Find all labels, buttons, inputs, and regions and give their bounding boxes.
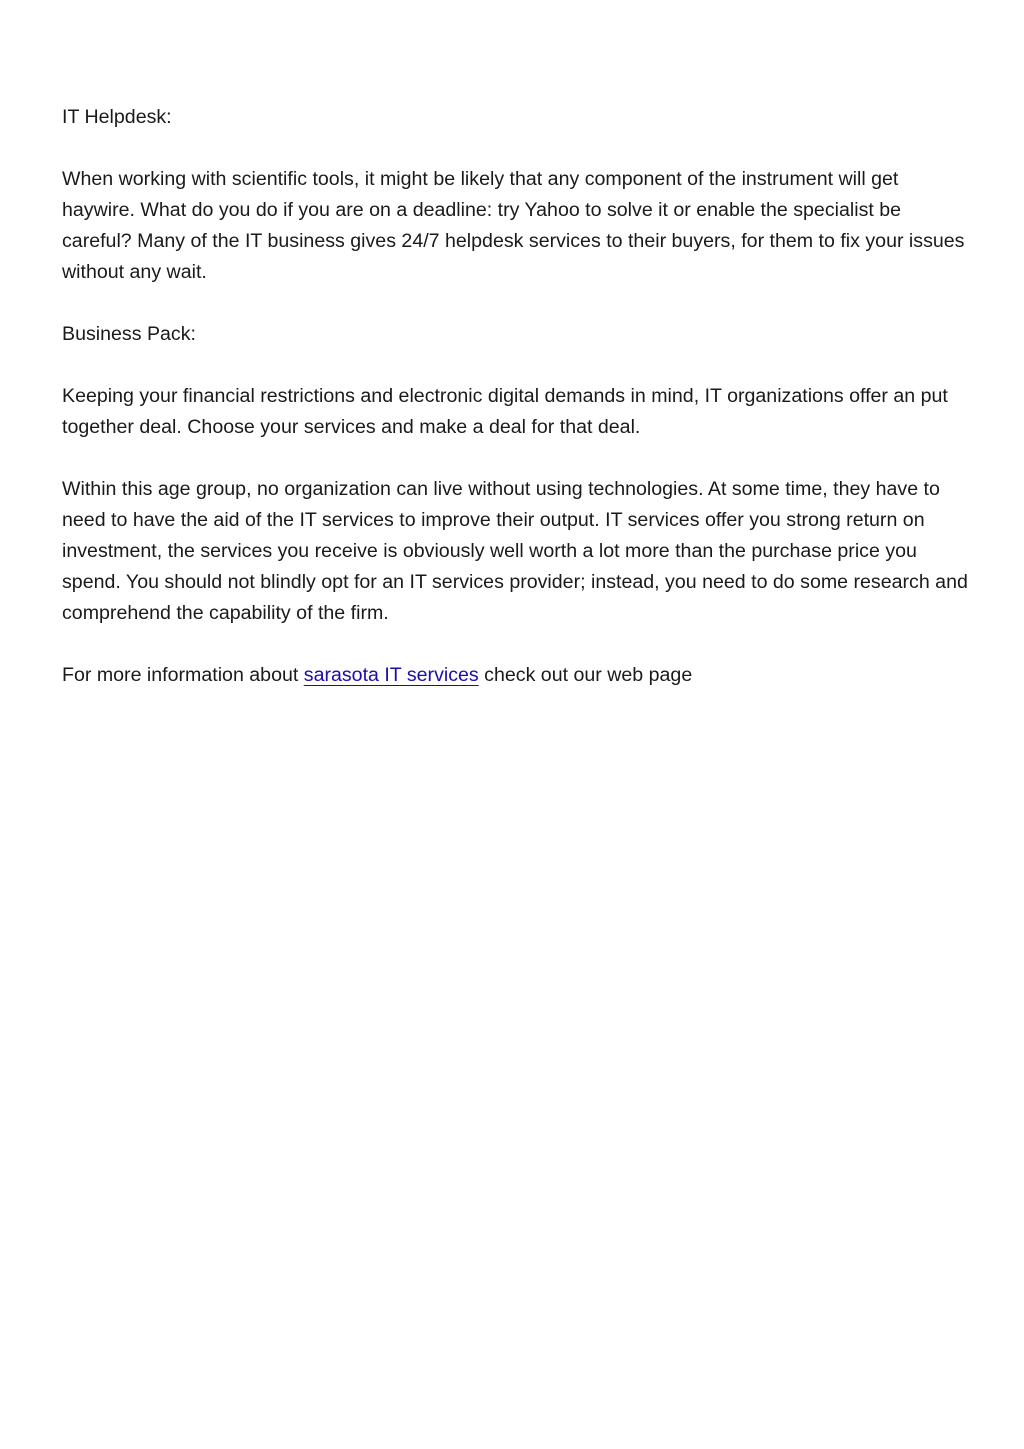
heading-it-helpdesk: IT Helpdesk: bbox=[62, 106, 172, 128]
closing-paragraph bbox=[62, 660, 972, 691]
sarasota-it-services-link[interactable]: sarasota IT services bbox=[303, 664, 479, 686]
paragraph-business-pack: Keeping your financial restrictions and electronic digital demands in mind, IT organizations offer an put together deal. Choose your services and make a deal for that deal. bbox=[62, 385, 948, 438]
document-body bbox=[62, 102, 972, 722]
closing-text-before: For more information about bbox=[62, 664, 304, 686]
paragraph-helpdesk: When working with scientific tools, it might be likely that any component of the instrument will get haywire. What do you do if you are on a deadline: try Yahoo to solve it or enable the specialist be careful? Many of the IT business gives 24/7 helpdesk services to their buyers, for them to fix your issues without any wait. bbox=[62, 168, 965, 283]
closing-text-after: check out our web page bbox=[478, 664, 693, 686]
heading-business-pack: Business Pack: bbox=[62, 323, 196, 345]
paragraph-technologies: Within this age group, no organization can live without using technologies. At some time, they have to need to have the aid of the IT services to improve their output. IT services offer you strong return on investment, the services you receive is obviously well worth a lot more than the purchase price you spend. You should not blindly opt for an IT services provider; instead, you need to do some research and comprehend the capability of the firm. bbox=[62, 478, 968, 624]
